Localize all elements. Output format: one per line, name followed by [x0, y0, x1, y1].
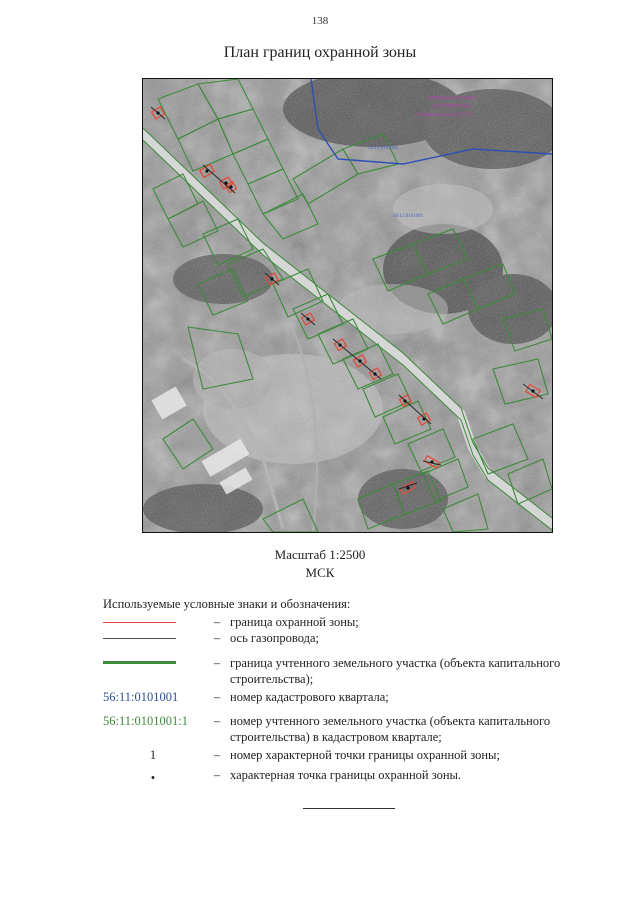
- region-label-line1: Оренбургская область,: [428, 96, 478, 101]
- legend-text: граница охранной зоны;: [230, 615, 359, 629]
- legend-text: ось газопровода;: [230, 631, 320, 645]
- legend-dash: –: [213, 615, 221, 629]
- coordinate-system: МСК: [305, 565, 335, 580]
- region-label-line3: с/с Новоспасский 56:17:2:2: [415, 113, 474, 118]
- red-line-symbol: [103, 622, 176, 623]
- legend-text: номер учтенного земельного участка (объекта капитального строительства) в кадастровом квартале;: [230, 714, 551, 744]
- legend-text: номер характерной точки границы охранной зоны;: [230, 748, 500, 762]
- legend-dash: –: [213, 690, 221, 704]
- legend-dash: –: [213, 656, 221, 670]
- green-line-symbol: [103, 661, 176, 664]
- legend-text: номер кадастрового квартала;: [230, 690, 389, 704]
- scale-block: [0, 546, 640, 582]
- legend-dash: –: [213, 714, 221, 728]
- footer-rule: [303, 808, 395, 809]
- quarter-label-1: 56:11:0101001: [368, 146, 399, 151]
- legend-symbol-point-number: 1: [149, 748, 157, 762]
- legend-title: Используемые условные знаки и обозначения:: [103, 597, 351, 611]
- quarter-label-2: 56:11:0101001: [393, 214, 424, 219]
- legend-symbol-point: •: [150, 771, 156, 785]
- black-line-symbol: [103, 638, 176, 639]
- legend-symbol-parcel-number: 56:11:0101001:1: [103, 714, 188, 728]
- page-number: 138: [311, 15, 329, 27]
- legend-dash: –: [213, 631, 221, 645]
- legend-text: граница учтенного земельного участка (объекта капитального строительства);: [230, 656, 561, 686]
- legend-dash: –: [213, 768, 221, 782]
- legend-dash: –: [213, 748, 221, 762]
- map-canvas[interactable]: [143, 79, 552, 532]
- legend-text: характерная точка границы охранной зоны.: [230, 768, 462, 782]
- map-frame[interactable]: [142, 78, 553, 533]
- scale-label: Масштаб 1:2500: [274, 547, 366, 562]
- page-title: План границ охранной зоны: [223, 44, 417, 61]
- region-label-line2: р-н Матвеевский,: [433, 104, 471, 109]
- legend-symbol-quarter-number: 56:11:0101001: [103, 690, 179, 704]
